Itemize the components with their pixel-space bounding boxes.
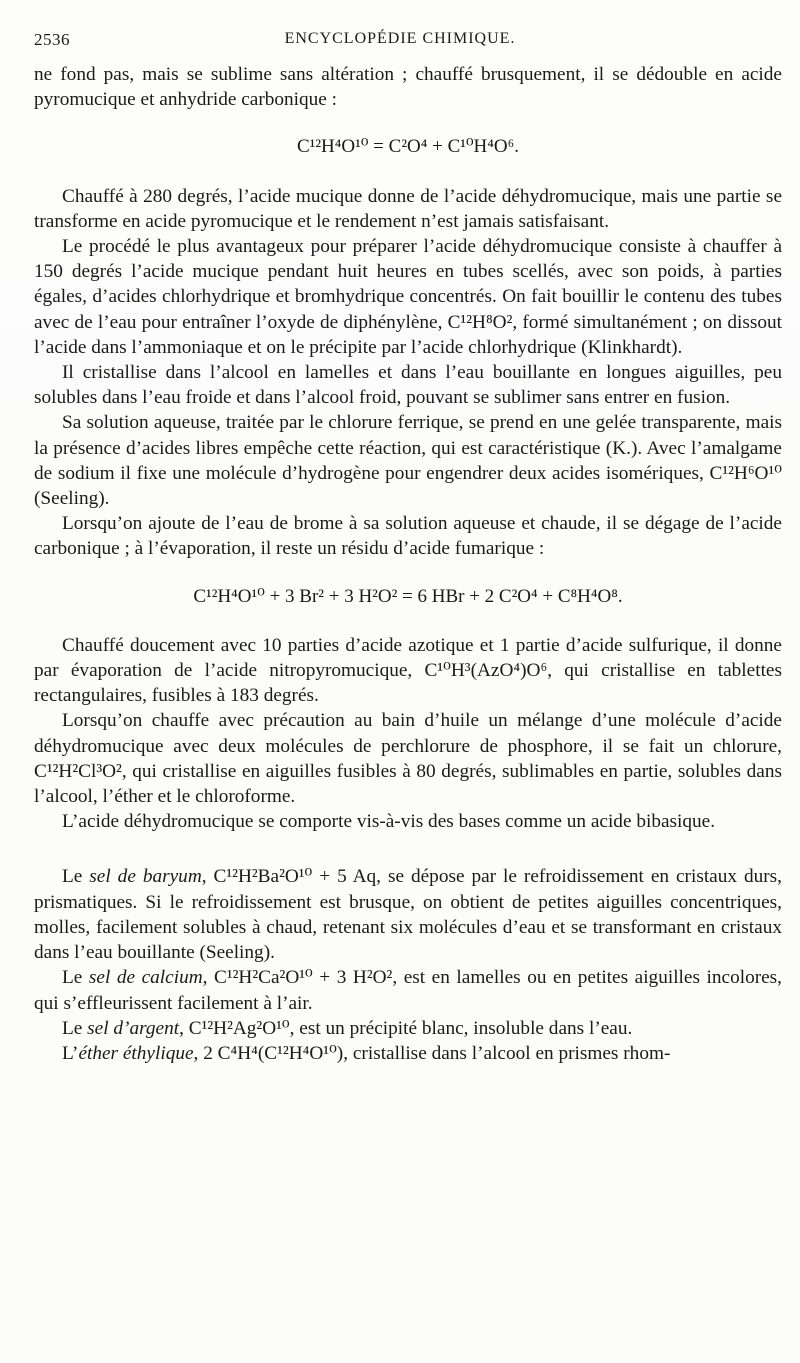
text-run: Le xyxy=(62,1017,88,1039)
text-run: , C¹²H²Ag²O¹⁰, est un précipité blanc, insoluble dans l’eau. xyxy=(179,1017,633,1039)
paragraph-7: Chauffé doucement avec 10 parties d’acide azotique et 1 partie d’acide sulfurique, il donne par évaporation de l’acide nitropyromucique, C¹⁰H³(AzO⁴)O⁶, qui cristallise en tablettes rectangulaires, fusibles à 183 degrés. xyxy=(34,634,782,707)
italic-term: sel de calcium xyxy=(88,967,203,989)
paragraph-3: Le procédé le plus avantageux pour préparer l’acide déhydromucique consiste à chauffer à 150 degrés l’acide mucique pendant huit heures en tubes scellés, avec son poids, à parties égales, d’acides chlorhydrique et bromhydrique concentrés. On fait bouillir le contenu des tubes avec de l’eau pour entraîner l’oxyde de diphénylène, C¹²H⁸O², formé simultanément ; on dissout l’acide dans l’ammoniaque et on le précipite par l’acide chlorhydrique (Klinkhardt). xyxy=(34,236,782,358)
paragraph-5: Sa solution aqueuse, traitée par le chlorure ferrique, se prend en une gelée transparente, mais la présence d’acides libres empêche cette réaction, qui est caractéristique (K.). Avec l’amalgame de sodium il fixe une molécule d’hydrogène pour engendrer deux acides isomériques, C¹²H⁶O¹⁰ (Seeling). xyxy=(34,412,782,510)
paragraph-4: Il cristallise dans l’alcool en lamelles et dans l’eau bouillante en longues aiguilles, peu solubles dans l’eau froide et dans l’alcool froid, pouvant se sublimer sans entrer en fusion. xyxy=(34,362,782,409)
italic-term: sel d’argent xyxy=(87,1017,180,1039)
formula-decomposition: C¹²H⁴O¹⁰ = C²O⁴ + C¹⁰H⁴O⁶. xyxy=(296,136,520,158)
paragraph-barium-salt xyxy=(34,864,782,965)
running-title: ENCYCLOPÉDIE CHIMIQUE. xyxy=(284,30,516,47)
body-text xyxy=(34,62,782,1066)
paragraph-8: Lorsqu’on chauffe avec précaution au bain d’huile un mélange d’une molécule d’acide déhydromucique avec deux molécules de perchlorure de phosphore, il se fait un chlorure, C¹²H²Cl³O², qui cristallise en aiguilles fusibles à 80 degrés, sublimables en partie, solubles dans l’alcool, l’éther et le chloroforme. xyxy=(34,710,782,808)
paragraph-6: Lorsqu’on ajoute de l’eau de brome à sa solution aqueuse et chaude, il se dégage de l’acide carbonique ; à l’évaporation, il reste un résidu d’acide fumarique : xyxy=(34,513,782,560)
paragraph-silver-salt xyxy=(34,1016,782,1041)
italic-term: éther éthylique xyxy=(78,1042,194,1064)
text-run: , 2 C⁴H⁴(C¹²H⁴O¹⁰), cristallise dans l’alcool en prismes rhom- xyxy=(193,1042,671,1064)
paragraph-9: L’acide déhydromucique se comporte vis-à-vis des bases comme un acide bibasique. xyxy=(62,811,716,833)
italic-term: sel de baryum xyxy=(89,866,202,888)
paragraph-2: Chauffé à 280 degrés, l’acide mucique donne de l’acide déhydromucique, mais une partie se transforme en acide pyromucique et le rendement n’est jamais satisfaisant. xyxy=(34,185,782,232)
paragraph-1: ne fond pas, mais se sublime sans altération ; chauffé brusquement, il se dédouble en acide pyromucique et anhydride carbonique : xyxy=(34,64,782,111)
page-number: 2536 xyxy=(34,30,70,49)
text-run: , C¹²H²Ba²O¹⁰ + 5 Aq, se dépose par le refroidissement en cristaux durs, prismatiques. Si le refroidissement est brusque, on obtient de petites aiguilles concentriques, molles, facilement solubles à chaud, retenant six molécules d’eau et se transformant en cristaux dans l’eau bouillante (Seeling). xyxy=(34,866,783,964)
paragraph-calcium-salt xyxy=(34,965,782,1015)
text-run: L’ xyxy=(62,1042,79,1064)
paragraph-ethyl-ether xyxy=(34,1041,782,1066)
text-run: Le xyxy=(62,866,90,888)
formula-bromine-reaction: C¹²H⁴O¹⁰ + 3 Br² + 3 H²O² = 6 HBr + 2 C²O⁴ + C⁸H⁴O⁸. xyxy=(193,585,623,607)
text-run: , C¹²H²Ca²O¹⁰ + 3 H²O², est en lamelles ou en petites aiguilles incolores, qui s’effleurissent facilement à l’air. xyxy=(34,967,783,1014)
text-run: Le xyxy=(62,967,89,989)
page-header xyxy=(34,30,766,54)
